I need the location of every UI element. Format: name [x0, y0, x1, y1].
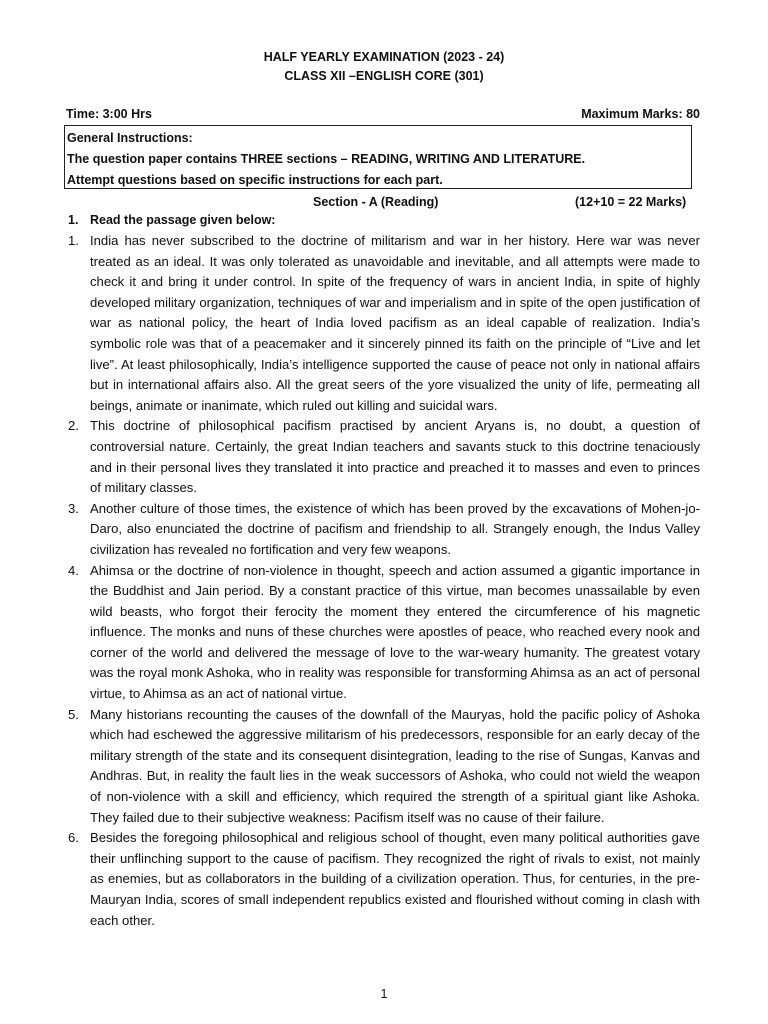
- passage-paragraph: [68, 231, 700, 416]
- passage-paragraph: [68, 561, 700, 705]
- question-text: Read the passage given below:: [90, 213, 276, 227]
- reading-passage: [68, 231, 700, 931]
- section-marks: (12+10 = 22 Marks): [575, 195, 687, 209]
- paragraph-number: 2.: [68, 418, 79, 434]
- section-title: Section - A (Reading): [313, 195, 439, 209]
- paragraph-text: Many historians recounting the causes of the downfall of the Mauryas, hold the pacific policy of Ashoka which had eschewed the aggressive militarism of his predecessors, responsible for an early decay of the military strength of the state and its consequent disintegration, leading to the rise of Sungas, Kanvas and Andhras. But, in reality the fault lies in the weak successors of Ashoka, who could not wield the weapon of non-violence with a skill and efficiency, which required the strength of a spiritual giant like Ashoka. They failed due to their subjective weakness: Pacifism itself was no cause of their failure.: [90, 706, 700, 825]
- instructions-line-2: Attempt questions based on specific instructions for each part.: [67, 173, 443, 187]
- instructions-line-1: The question paper contains THREE sections – READING, WRITING AND LITERATURE.: [67, 152, 586, 166]
- paragraph-number: 3.: [68, 500, 79, 516]
- paragraph-number: 5.: [68, 706, 79, 722]
- question-heading: [68, 211, 275, 230]
- exam-subtitle: CLASS XII –ENGLISH CORE (301): [284, 69, 484, 83]
- passage-paragraph: [68, 705, 700, 829]
- paragraph-text: Another culture of those times, the existence of which has been proved by the excavations of Mohen-jo-Daro, also enunciated the doctrine of pacifism and friendship to all. Strangely enough, the Indus Valley civilization has revealed no fortification and very few weapons.: [90, 500, 700, 557]
- paragraph-number: 4.: [68, 562, 79, 578]
- question-number: 1.: [68, 213, 79, 227]
- exam-title: HALF YEARLY EXAMINATION (2023 - 24): [263, 50, 505, 64]
- paragraph-text: India has never subscribed to the doctrine of militarism and war in her history. Here war was never treated as an ideal. It was only tolerated as unavoidable and inevitable, and all attempts were made to check it and bring it under control. In spite of the frequency of wars in ancient India, in spite of highly developed military organization, techniques of war and imperialism and in spite of the open justification of war as national policy, the heart of India loved pacifism as an ideal capable of realization. India’s symbolic role was that of a peacemaker and it sincerely pinned its faith on the principle of “Live and let live”. At least philosophically, India’s intelligence supported the cause of peace not only in national affairs but in international affairs also. All the great seers of the yore visualized the unity of life, permeating all beings, animate or inanimate, which ruled out killing and suicidal wars.: [90, 233, 700, 413]
- paragraph-number: 1.: [68, 233, 79, 248]
- passage-paragraph: [68, 828, 700, 931]
- paragraph-number: 6.: [68, 830, 79, 846]
- page-number: 1: [380, 987, 388, 1001]
- paragraph-text: Besides the foregoing philosophical and religious school of thought, even many political authorities gave their unflinching support to the cause of pacifism. They recognized the right of rivals to exist, not mainly as enemies, but as collaborators in the building of a civilization operation. Thus, for centuries, in the pre-Mauryan India, scores of small independent republics existed and flourished without coming in clash with each other.: [90, 830, 700, 928]
- paragraph-text: Ahimsa or the doctrine of non-violence in thought, speech and action assumed a gigantic importance in the Buddhist and Jain period. By a constant practice of this virtue, man becomes unassailable by even wild beasts, who forgot their ferocity the moment they entered the circumference of his magnetic influence. The monks and nuns of these churches were apostles of peace, who reached every nook and corner of the world and delivered the message of love to the war-weary humanity. The greatest votary was the royal monk Ashoka, who in reality was responsible for transforming Ahimsa as an act of personal virtue, to Ahimsa as an act of national virtue.: [90, 562, 700, 702]
- passage-paragraph: [68, 499, 700, 561]
- paragraph-text: This doctrine of philosophical pacifism practised by ancient Aryans is, no doubt, a question of controversial nature. Certainly, the great Indian teachers and savants stuck to this doctrine tenaciously and in their personal lives they translated it into practice and preached it to masses and even to princes of military classes.: [90, 418, 700, 496]
- instructions-heading: General Instructions:: [67, 131, 193, 145]
- general-instructions-box: [64, 125, 692, 189]
- time-label: Time: 3:00 Hrs: [66, 107, 152, 121]
- passage-paragraph: [68, 416, 700, 498]
- max-marks-label: Maximum Marks: 80: [581, 107, 700, 121]
